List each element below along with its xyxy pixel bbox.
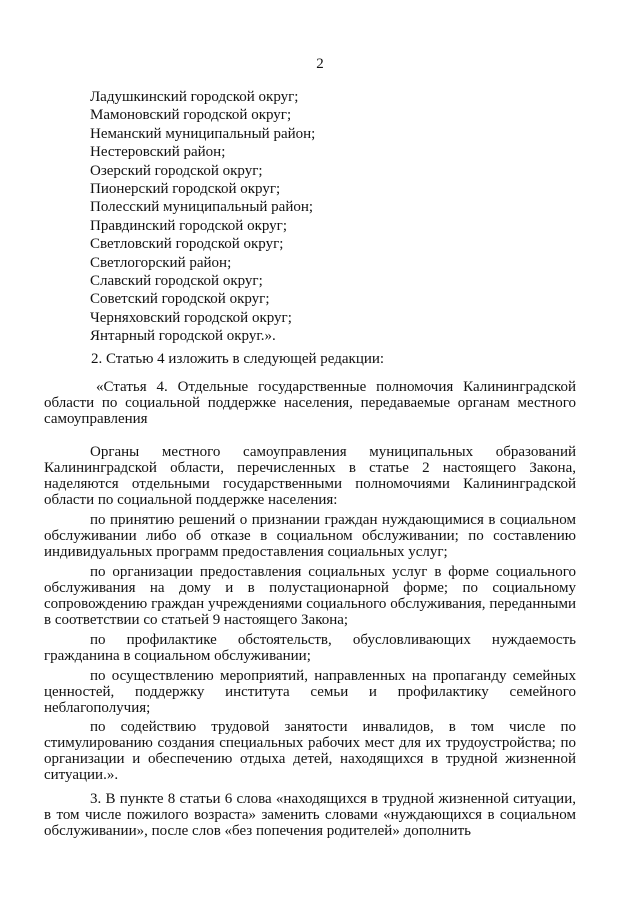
amendment-item-3: 3. В пункте 8 статьи 6 слова «находящихся в трудной жизненной ситуации, в том числе пожилого возраста» заменить словами «нуждающихся в социальном обслуживании», после слов «без попечения родителей» дополнить (44, 791, 576, 839)
district-list (90, 88, 315, 346)
power-paragraph: по организации предоставления социальных услуг в форме социального обслуживания на дому и в полустационарной форме; по социальному сопровождению граждан учреждениями социального обслуживания, переданными в соответствии со статьей 9 настоящего Закона; (44, 564, 576, 628)
list-item: Правдинский городской округ; (90, 217, 287, 234)
list-item: Нестеровский район; (90, 144, 226, 161)
intro-paragraph: Органы местного самоуправления муниципальных образований Калининградской области, перечисленных в статье 2 настоящего Закона, наделяются отдельными государственными полномочиями Калининградской области по социальной поддержке населения: (44, 444, 576, 508)
list-item: Ладушкинский городской округ; (90, 89, 299, 105)
list-item: Славский городской округ; (90, 273, 263, 290)
list-item: Светлогорский район; (90, 254, 232, 271)
list-item: Светловский городской округ; (90, 236, 284, 253)
list-item: Неманский муниципальный район; (90, 125, 316, 142)
list-item: Советский городской округ; (90, 291, 270, 308)
article-heading: «Статья 4. Отдельные государственные полномочия Калининградской области по социальной поддержке населения, передаваемые органам местного самоуправления (44, 379, 576, 427)
amendment-item-2: 2. Статью 4 изложить в следующей редакции: (91, 351, 385, 367)
page-number: 2 (316, 56, 324, 72)
power-paragraph: по профилактике обстоятельств, обусловливающих нуждаемость гражданина в социальном обслуживании; (44, 632, 576, 664)
list-item: Мамоновский городской округ; (90, 107, 292, 124)
power-paragraph: по принятию решений о признании граждан нуждающимися в социальном обслуживании либо об отказе в социальном обслуживании; по составлению индивидуальных программ предоставления социальных услуг; (44, 512, 576, 560)
list-item: Полесский муниципальный район; (90, 199, 314, 216)
list-item: Янтарный городской округ.». (90, 328, 276, 345)
list-item: Черняховский городской округ; (90, 309, 292, 326)
list-item: Пионерский городской округ; (90, 181, 281, 198)
power-paragraph: по содействию трудовой занятости инвалидов, в том числе по стимулированию создания специальных рабочих мест для их трудоустройства; по организации и обеспечению отдыха детей, находящихся в трудной жизненной ситуации.». (44, 719, 576, 783)
power-paragraph: по осуществлению мероприятий, направленных на пропаганду семейных ценностей, поддержку института семьи и профилактику семейного неблагополучия; (44, 668, 576, 716)
list-item: Озерский городской округ; (90, 162, 263, 179)
